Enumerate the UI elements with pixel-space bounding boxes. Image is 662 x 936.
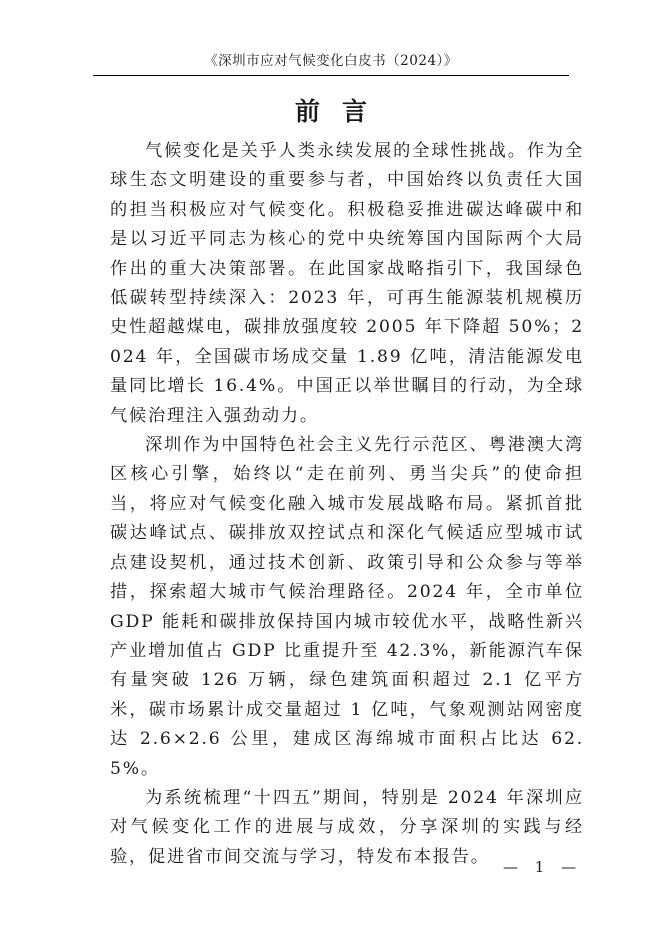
running-header: 《深圳市应对气候变化白皮书（2024）》	[204, 53, 458, 69]
header-divider	[93, 75, 569, 76]
paragraph-3: 为系统梳理“十四五”期间，特别是 2024 年深圳应对气候变化工作的进展与成效，分享深圳的实践与经验，促进省市间交流与学习，特发布本报告。	[110, 787, 584, 867]
page-number: — 1 —	[503, 858, 583, 876]
body-text	[110, 137, 584, 872]
paragraph-2: 深圳作为中国特色社会主义先行示范区、粤港澳大湾区核心引擎，始终以“走在前列、勇当尖兵”的使命担当，将应对气候变化融入城市发展战略布局。紧抓首批碳达峰试点、碳排放双控试点和深化气候适应型城市试点建设契机，通过技术创新、政策引导和公众参与等举措，探索超大城市气候治理路径。2024 年，全市单位 GDP 能耗和碳排放保持国内城市较优水平，战略性新兴产业增加值占 GDP 比重提升至 42.3%，新能源汽车保有量突破 126 万辆，绿色建筑面积超过 2.1 亿平方米，碳市场累计成交量超过 1 亿吨，气象观测站网密度达 2.6×2.6 公里，建成区海绵城市面积占比达 62.5%。	[110, 435, 584, 779]
page-title: 前言	[294, 97, 389, 126]
paragraph-1: 气候变化是关乎人类永续发展的全球性挑战。作为全球生态文明建设的重要参与者，中国始终以负责任大国的担当积极应对气候变化。积极稳妥推进碳达峰碳中和是以习近平同志为核心的党中央统筹国内国际两个大局作出的重大决策部署。在此国家战略指引下，我国绿色低碳转型持续深入：2023 年，可再生能源装机规模历史性超越煤电，碳排放强度较 2005 年下降超 50%；2024 年，全国碳市场成交量 1.89 亿吨，清洁能源发电量同比增长 16.4%。中国正以举世瞩目的行动，为全球气候治理注入强劲动力。	[110, 141, 584, 426]
